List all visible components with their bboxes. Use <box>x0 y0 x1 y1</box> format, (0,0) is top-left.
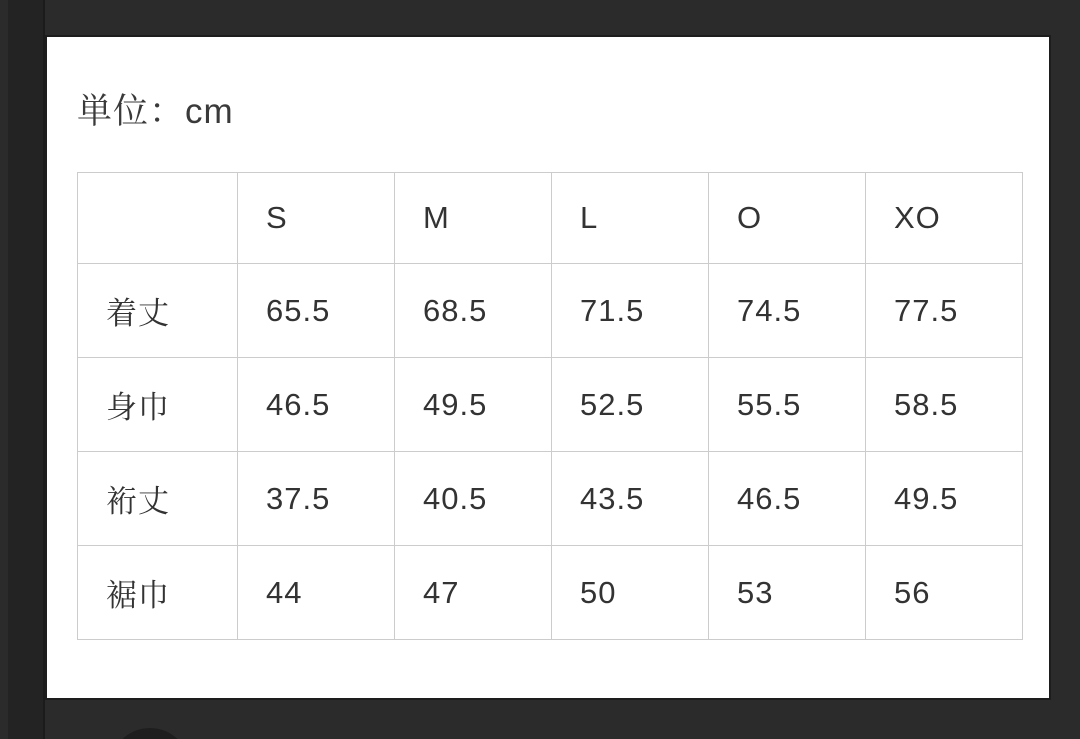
value-cell: 46.5 <box>709 452 866 546</box>
value-cell: 37.5 <box>238 452 395 546</box>
row-label: 裾巾 <box>78 546 238 640</box>
value-cell: 49.5 <box>395 358 552 452</box>
value-cell: 52.5 <box>552 358 709 452</box>
value-cell: 58.5 <box>866 358 1023 452</box>
row-label: 身巾 <box>78 358 238 452</box>
value-cell: 50 <box>552 546 709 640</box>
size-table-header-row <box>78 173 1023 264</box>
size-table <box>77 172 1023 640</box>
table-row-body-width <box>78 358 1023 452</box>
value-cell: 53 <box>709 546 866 640</box>
value-cell: 43.5 <box>552 452 709 546</box>
value-cell: 56 <box>866 546 1023 640</box>
header-cell-size-l: L <box>552 173 709 264</box>
table-row-body-length <box>78 264 1023 358</box>
header-cell-size-o: O <box>709 173 866 264</box>
value-cell: 47 <box>395 546 552 640</box>
value-cell: 74.5 <box>709 264 866 358</box>
value-cell: 44 <box>238 546 395 640</box>
header-cell-size-s: S <box>238 173 395 264</box>
header-cell-empty <box>78 173 238 264</box>
table-row-hem-width <box>78 546 1023 640</box>
value-cell: 49.5 <box>866 452 1023 546</box>
value-cell: 71.5 <box>552 264 709 358</box>
row-label: 裄丈 <box>78 452 238 546</box>
table-row-sleeve-length <box>78 452 1023 546</box>
left-edge-strip <box>8 0 45 739</box>
size-chart-card <box>45 35 1051 700</box>
value-cell: 65.5 <box>238 264 395 358</box>
floating-button-partial[interactable] <box>110 728 190 739</box>
value-cell: 40.5 <box>395 452 552 546</box>
header-cell-size-m: M <box>395 173 552 264</box>
value-cell: 55.5 <box>709 358 866 452</box>
value-cell: 77.5 <box>866 264 1023 358</box>
unit-label: 単位：cm <box>77 92 234 131</box>
value-cell: 46.5 <box>238 358 395 452</box>
value-cell: 68.5 <box>395 264 552 358</box>
header-cell-size-xo: XO <box>866 173 1023 264</box>
row-label: 着丈 <box>78 264 238 358</box>
